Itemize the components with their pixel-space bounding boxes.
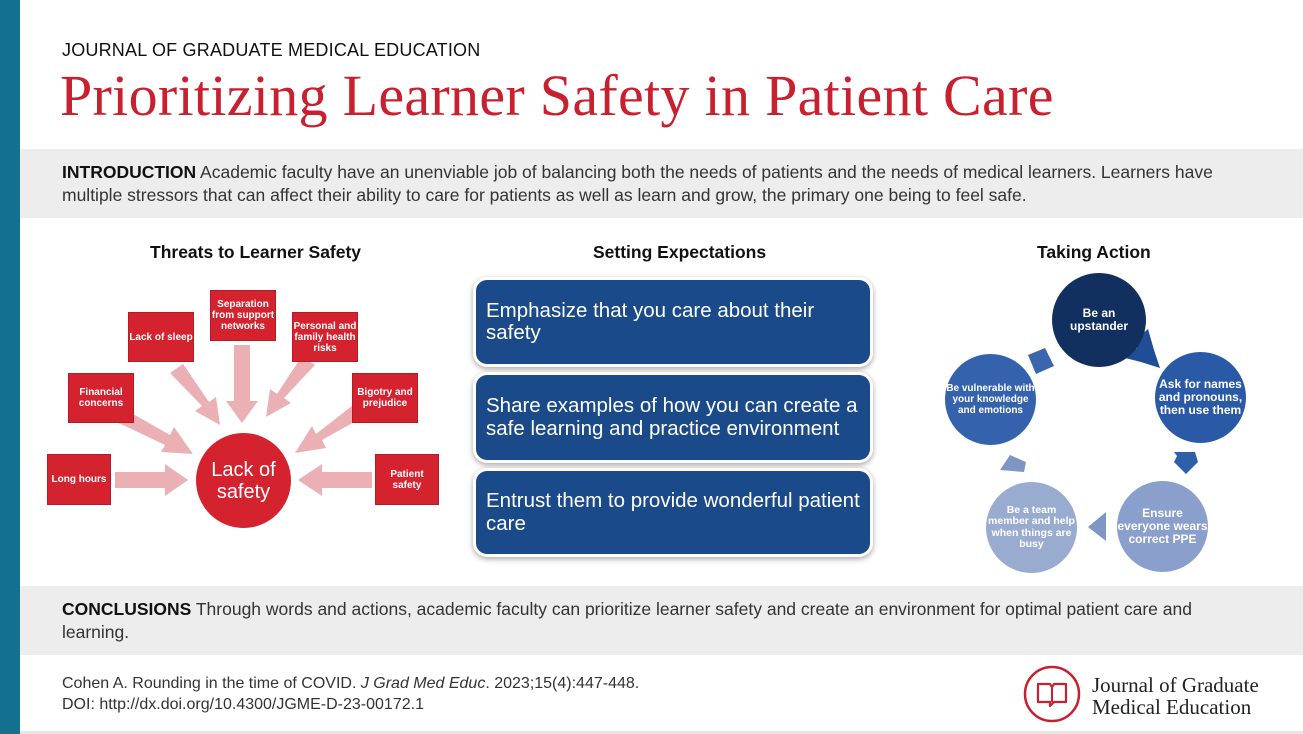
page-title: Prioritizing Learner Safety in Patient Care [60, 63, 1054, 128]
citation-journal: J Grad Med Educ [360, 675, 486, 692]
lack-of-safety-center: Lack of safety [196, 433, 291, 528]
conclusions-label: CONCLUSIONS [62, 599, 192, 619]
footer-journal-line1: Journal of Graduate [1092, 673, 1259, 697]
threat-financial-concerns: Financial concerns [68, 373, 134, 423]
action-names-pronouns: Ask for names and pronouns, then use them [1155, 352, 1246, 443]
action-be-vulnerable: Be vulnerable with your knowledge and emotions [945, 354, 1036, 445]
cycle-arrow-4 [1000, 455, 1026, 472]
footer-journal-name [1092, 674, 1259, 718]
threat-long-hours: Long hours [47, 454, 111, 505]
threat-bigotry: Bigotry and prejudice [352, 373, 418, 423]
journal-name: JOURNAL OF GRADUATE MEDICAL EDUCATION [62, 40, 481, 60]
citation-doi: DOI: http://dx.doi.org/10.4300/JGME-D-23-00172.1 [62, 696, 424, 713]
conclusions-text [62, 598, 1262, 644]
threat-separation: Separation from support networks [210, 290, 276, 341]
action-team-member: Be a team member and help when things are busy [986, 482, 1077, 573]
threat-lack-of-sleep: Lack of sleep [128, 312, 194, 362]
citation-authors: Cohen A. Rounding in the time of COVID. [62, 675, 361, 692]
cycle-arrow-2 [1174, 452, 1198, 474]
threats-title: Threats to Learner Safety [150, 242, 362, 262]
expectation-item-2: Share examples of how you can create a safe learning and practice environment [476, 375, 870, 460]
citation-reference [62, 673, 639, 694]
cycle-arrow-5 [1028, 348, 1054, 374]
action-ensure-ppe: Ensure everyone wears correct PPE [1117, 481, 1208, 572]
expectation-item-3: Entrust them to provide wonderful patient care [476, 471, 870, 554]
footer-journal-line2: Medical Education [1092, 695, 1252, 719]
conclusions-band [20, 586, 1303, 655]
journal-logo-icon [1022, 664, 1082, 724]
threat-personal-health: Personal and family health risks [292, 312, 358, 362]
citation-details: . 2023;15(4):447-448. [485, 675, 640, 692]
cycle-arrow-3 [1088, 512, 1106, 541]
action-upstander: Be an upstander [1052, 273, 1146, 367]
citation [62, 673, 639, 715]
expectation-item-1: Emphasize that you care about their safety [476, 280, 870, 364]
introduction-body: Academic faculty have an unenviable job of balancing both the needs of patients and the needs of medical learners. Learners have multiple stressors that can affect their ability to care for patients as well as learn and grow, the primary one being to feel safe. [62, 162, 1213, 205]
action-title: Taking Action [1037, 242, 1151, 262]
threat-patient-safety: Patient safety [375, 454, 439, 505]
introduction-label: INTRODUCTION [62, 162, 197, 182]
conclusions-body: Through words and actions, academic faculty can prioritize learner safety and create an environment for optimal patient care and learning. [62, 599, 1192, 642]
expectations-title: Setting Expectations [593, 242, 767, 262]
